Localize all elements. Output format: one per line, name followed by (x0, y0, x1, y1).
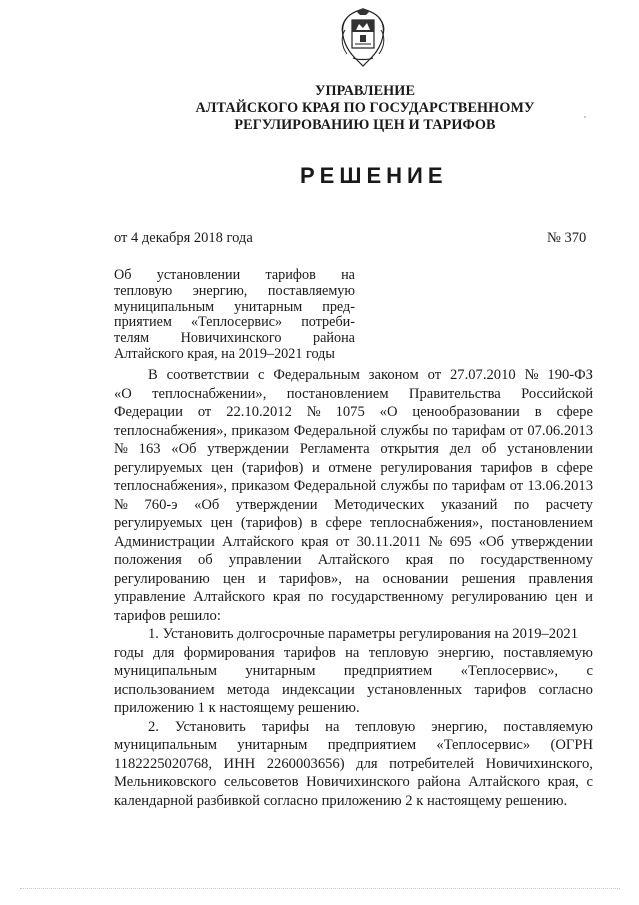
issuer-line-2: АЛТАЙСКОГО КРАЯ ПО ГОСУДАРСТВЕННОМУ (195, 100, 535, 116)
word: поставляемую (503, 644, 593, 661)
word: постановлением (286, 385, 389, 402)
word: тарифов решило: (114, 607, 221, 624)
word: регулируемых (114, 515, 203, 531)
word: района (313, 330, 355, 347)
word: утверждении (511, 533, 593, 550)
word: 13.06.2013 (527, 478, 593, 494)
word: унитарным (234, 298, 303, 315)
word: указаний (441, 496, 498, 513)
word: цен (210, 515, 233, 531)
word: тарифов (284, 644, 336, 661)
word: муниципальным (114, 663, 217, 679)
word: по (514, 496, 530, 513)
word: энергию, (437, 644, 495, 661)
subject-line (114, 268, 355, 284)
word: отмене (328, 459, 372, 476)
body-line (114, 792, 593, 811)
coat-of-arms-emblem (335, 6, 391, 68)
body-line (114, 755, 593, 774)
body-line (114, 570, 593, 589)
body-line (114, 422, 593, 441)
word: в (534, 404, 542, 420)
subject-line (114, 284, 355, 300)
word: Алтайского края, на 2019–2021 годы (114, 345, 335, 362)
word: в (310, 515, 318, 531)
body-line (114, 699, 593, 718)
word: Методических (334, 496, 425, 513)
word: (ОГРН (550, 737, 593, 753)
word: В (148, 367, 158, 383)
word: 163 (138, 441, 161, 457)
word: 1182225020768, (114, 755, 212, 772)
word: № (306, 404, 321, 420)
word: государственному (331, 589, 444, 605)
word: края (301, 533, 329, 550)
word: основании (382, 570, 449, 587)
word: утверждении (207, 441, 289, 457)
word: № (524, 367, 539, 383)
document-body (114, 366, 593, 810)
word: сельсоветов (223, 774, 299, 790)
body-line (114, 551, 593, 570)
word: предприятием (343, 663, 433, 679)
body-line (114, 533, 593, 552)
word: от (427, 367, 442, 383)
word: теплоснабжении», (152, 385, 267, 402)
word: «Об (194, 496, 220, 513)
word: об (481, 441, 497, 457)
word: тепловую (368, 644, 429, 661)
word: 07.06.2013 (527, 422, 593, 439)
word: Алтайского (468, 774, 540, 790)
issuer-header (150, 83, 580, 134)
word: энергию, (192, 282, 248, 299)
word: цен (222, 570, 246, 587)
word: Администрации (114, 533, 215, 550)
body-line (114, 366, 593, 385)
body-line (114, 625, 593, 644)
word: 695 (449, 533, 472, 550)
word: Федеральным (273, 367, 360, 383)
word: 190-ФЗ (547, 367, 593, 383)
page-bottom-rule (20, 888, 620, 889)
word: на (345, 644, 360, 661)
body-line (114, 718, 593, 737)
word: по (449, 552, 465, 568)
word: Алтайского (193, 589, 265, 605)
body-line (114, 496, 593, 515)
word: № (114, 441, 128, 457)
word: муниципальным (114, 298, 215, 315)
word: от (197, 404, 212, 420)
word: 1. Установить долгосрочные параметры регулирования на 2019–2021 (148, 626, 578, 642)
word: Установить (174, 718, 246, 735)
word: «О (114, 385, 132, 402)
word: дел (449, 441, 471, 457)
word: теплоснабжения», (114, 478, 228, 494)
word: в (541, 459, 548, 476)
body-line (114, 477, 593, 496)
subject-line (114, 300, 355, 316)
word: соответствии (166, 367, 250, 383)
word: установлении (156, 267, 241, 283)
body-line (114, 644, 593, 663)
word: календарной разбивкой согласно приложению 2 к настоящему решению. (114, 792, 568, 809)
word: тарифы (261, 718, 310, 735)
word: цен (211, 459, 234, 476)
word: потребителей (389, 755, 475, 772)
word: поставляемую (267, 282, 355, 299)
word: регулированию (114, 570, 210, 587)
word: энергию, (431, 718, 488, 735)
word: Новичихинского, (485, 755, 593, 772)
body-line (114, 736, 593, 755)
word: управление (114, 589, 186, 605)
word: Новичихинского (306, 774, 410, 790)
word: установленных (367, 681, 463, 698)
word: «Об (171, 441, 197, 457)
word: 2. (148, 718, 159, 735)
word: Новичихинского (180, 330, 282, 347)
word: тарифов (480, 459, 533, 476)
word: Регламента (299, 441, 370, 457)
word: службы (380, 422, 429, 439)
word: сфере (325, 515, 362, 531)
word: теплоснабжения», (369, 515, 483, 531)
word: тепловую (114, 282, 173, 299)
word: поставляемую (503, 718, 593, 735)
word: с (586, 663, 593, 679)
word: на (325, 718, 340, 735)
word: и (258, 570, 267, 587)
word: № (114, 496, 128, 513)
word: ИНН (223, 755, 256, 772)
word: Алтайского (317, 552, 390, 568)
word: (тарифов) (241, 459, 304, 476)
word: по (308, 589, 324, 605)
word: Алтайского (222, 533, 294, 550)
subject-line (114, 331, 355, 347)
body-line (114, 440, 593, 459)
body-line (114, 662, 593, 681)
word: расчету (545, 496, 593, 513)
word: и (585, 589, 593, 605)
word: установлении (507, 441, 593, 457)
word: законом (368, 367, 419, 383)
body-line (114, 385, 593, 404)
word: № (428, 533, 443, 550)
body-line (114, 588, 593, 607)
word: согласно (538, 681, 593, 698)
word: «Теплосервис», (460, 663, 559, 679)
body-line (114, 773, 593, 792)
word: Мельниковского (114, 774, 217, 790)
word: годы (114, 644, 144, 661)
word: края (405, 552, 434, 568)
word: положения (114, 552, 182, 568)
word: Об (114, 267, 132, 283)
word: тарифам (452, 422, 506, 439)
word: 1075 (335, 404, 365, 420)
word: регулирования (380, 459, 473, 476)
word: «Теплосервис» (436, 737, 531, 753)
word: муниципальным (114, 737, 217, 753)
word: потреби- (301, 314, 355, 331)
scan-speck (584, 116, 586, 118)
word: правления (528, 570, 593, 587)
document-number: № 370 (547, 230, 587, 246)
word: пред- (322, 298, 355, 315)
word: 27.07.2010 (449, 367, 516, 383)
word: телям (114, 330, 150, 347)
word: (тарифов) (240, 515, 303, 531)
word: Федеральной (293, 478, 377, 494)
body-line (114, 403, 593, 422)
document-date: от 4 декабря 2018 года (114, 230, 253, 246)
word: службы (380, 478, 429, 494)
word: приказом (231, 478, 290, 494)
word: Правительства (408, 385, 501, 402)
word: с (586, 774, 593, 790)
word: района (417, 774, 461, 790)
word: цен (555, 589, 578, 605)
word: унитарным (245, 663, 316, 679)
word: Федеральной (293, 422, 377, 439)
word: метода (226, 681, 270, 698)
word: «Теплосервис» (190, 314, 283, 331)
word: утверждении (235, 496, 318, 513)
word: тепловую (355, 718, 416, 735)
word: формирования (183, 644, 275, 661)
word: и (311, 459, 320, 476)
body-line (114, 607, 593, 626)
issuer-line-3: РЕГУЛИРОВАНИЮ ЦЕН И ТАРИФОВ (234, 117, 496, 133)
word: 760-э (144, 496, 178, 513)
word: приказом (231, 422, 290, 439)
word: от (335, 533, 350, 550)
word: предприятием (327, 737, 417, 753)
word: по (432, 422, 448, 439)
word: тарифов (265, 267, 316, 283)
word: сфере (556, 459, 593, 476)
document-subject (114, 268, 355, 363)
word: на (341, 267, 355, 283)
word: от (509, 478, 524, 494)
word: края (272, 589, 301, 605)
word: для (153, 644, 175, 661)
word: на (355, 570, 370, 587)
word: открытия (380, 441, 439, 457)
word: тарифам (452, 478, 506, 494)
word: регулированию (451, 589, 548, 605)
word: ценообразовании (412, 404, 520, 420)
word: Российской (521, 385, 593, 402)
word: края, (547, 774, 579, 790)
word: тарифов (474, 681, 527, 698)
word: регулируемых (114, 459, 203, 476)
word: 2260003656) (266, 755, 345, 772)
body-line (114, 459, 593, 478)
word: индексации (281, 681, 355, 698)
word: решения (461, 570, 516, 587)
body-line (114, 681, 593, 700)
word: приятием (114, 314, 172, 331)
word: «Об (478, 533, 504, 550)
word: приложению 1 к настоящему решению. (114, 700, 360, 716)
subject-line (114, 347, 355, 363)
word: государственному (480, 552, 593, 568)
word: использованием (114, 681, 215, 698)
word: Федерации (114, 404, 183, 420)
word: об (197, 552, 213, 568)
word: управлении (228, 552, 302, 568)
word: 30.11.2011 (356, 533, 422, 550)
word: теплоснабжения», (114, 422, 228, 439)
word: сфере (556, 404, 593, 420)
document-title: РЕШЕНИЕ (300, 163, 448, 188)
subject-line (114, 315, 355, 331)
word: унитарным (237, 737, 308, 753)
word: для (356, 755, 378, 772)
body-line (114, 514, 593, 533)
issuer-line-1: УПРАВЛЕНИЕ (314, 83, 416, 99)
word: «О (379, 404, 398, 420)
word: тарифов», (279, 570, 342, 587)
word: от (509, 422, 524, 439)
word: 22.10.2012 (226, 404, 292, 420)
word: постановлением (491, 515, 593, 531)
word: по (432, 478, 448, 494)
word: с (258, 367, 265, 383)
